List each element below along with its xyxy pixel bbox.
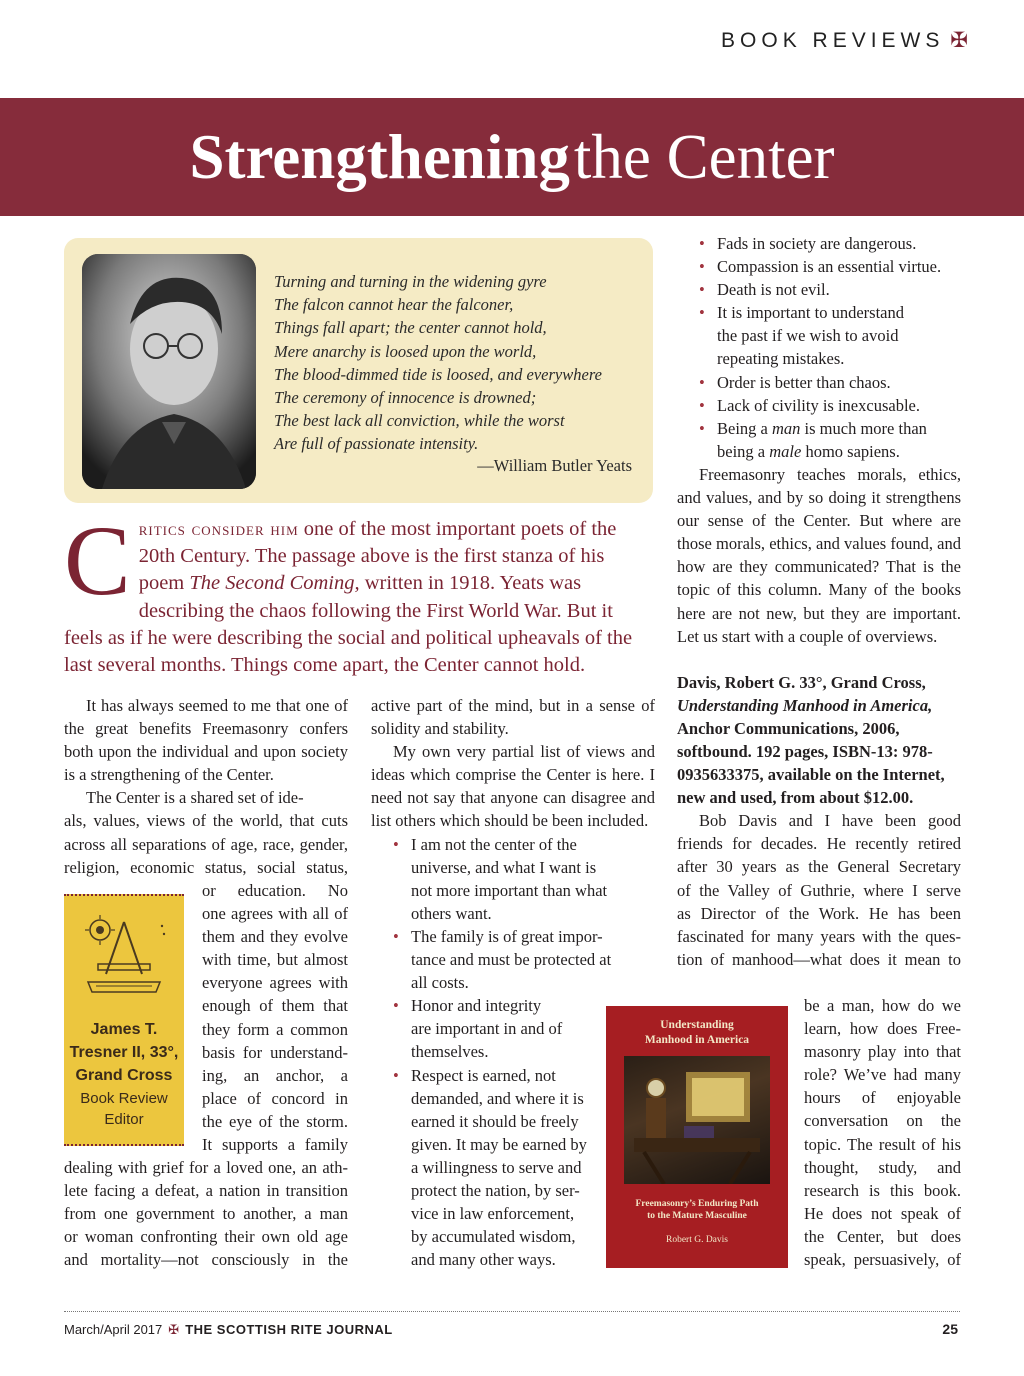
- list-line: others want.: [411, 903, 492, 923]
- citation-title: [677, 694, 961, 717]
- book-cover-title-line: Manhood in America: [644, 1034, 750, 1046]
- issue-date: March/April 2017: [64, 1322, 163, 1337]
- footer: [64, 1322, 393, 1338]
- poem-attribution: —William Butler Yeats: [477, 456, 632, 475]
- book-cover-illustration: [624, 1056, 770, 1184]
- paragraph-line: thought, study, and: [804, 1157, 961, 1177]
- paragraph-line: religion, economic status, social status,: [64, 857, 348, 877]
- paragraph-line: they form a common: [202, 1019, 348, 1039]
- book-cover-title-line: Understanding: [660, 1019, 734, 1031]
- paragraph-line: tion of manhood—what does it mean to: [677, 949, 961, 969]
- list-item: [677, 255, 961, 278]
- book-cover-subtitle-line: Freemasonry’s Enduring Path: [635, 1199, 759, 1209]
- editor-name-line: Tresner II, 33°,: [69, 1044, 179, 1061]
- editor-name-line: James T.: [90, 1021, 158, 1038]
- intro-text-2: written in 1918. Yeats was describing the chaos following the First World War. But it feels as if he were describing the social and political upheavals of the last several months. Things come apart, the Center cannot hold.: [64, 572, 633, 677]
- paragraph-line: speak, persuasively, of: [804, 1250, 961, 1270]
- poem-title: The Second Coming,: [189, 572, 360, 595]
- paragraph-line: conversation on the: [804, 1111, 961, 1131]
- poem-line: Are full of passionate intensity.: [274, 434, 479, 454]
- paragraph-line: from one government to another, a man: [64, 1204, 348, 1224]
- text-run: male: [769, 441, 802, 461]
- list-line: a willingness to serve and: [411, 1157, 582, 1177]
- list-line: tance and must be protected at: [411, 950, 612, 970]
- paragraph: Freemasonry teaches morals, ethics, and values, and by so doing it strengthens our sense of the Center. But where are those morals, ethics, and values found, and how are they communicated? That is the topic of this column. Many of the books here are not new, but they are important. Let us start with a couple of overviews.: [677, 464, 961, 646]
- list-line: universe, and what I want is: [411, 857, 597, 877]
- paragraph: It has always seemed to me that one of the great benefits Freemasonry confers both upon the individual and upon society is a strengthening of the Center.: [64, 696, 348, 785]
- list-line: • Death is not evil.: [717, 280, 830, 300]
- section-header: [721, 28, 968, 53]
- list-line: • Fads in society are dangerous.: [717, 234, 917, 253]
- paragraph-line: and mortality—not consciously in the: [64, 1250, 348, 1270]
- clock-room-icon: [624, 1056, 770, 1184]
- list-line: • Respect is earned, not: [411, 1065, 556, 1085]
- section-label: BOOK REVIEWS: [721, 29, 945, 52]
- list-line: themselves.: [411, 1042, 489, 1062]
- paragraph-line: as Director of the Work. He has been: [677, 903, 961, 923]
- poem-line: Things fall apart; the center cannot hold,: [274, 318, 547, 338]
- column-1-end: [64, 1156, 348, 1271]
- text-run: homo sapiens.: [801, 441, 900, 461]
- poem-line: The blood-dimmed tide is loosed, and everywhere: [274, 364, 602, 384]
- list-item: [677, 394, 961, 417]
- text-run: Being a: [717, 418, 772, 438]
- list-line: • I am not the center of the: [411, 834, 577, 854]
- paragraph-line: friends for decades. He recently retired: [677, 834, 961, 854]
- paragraph-line: the Center, but does: [804, 1226, 961, 1246]
- citation-line: new and used, from about $12.00.: [677, 788, 914, 808]
- portrait-photo: [82, 254, 256, 489]
- journal-name: THE SCOTTISH RITE JOURNAL: [185, 1322, 393, 1337]
- masonic-emblem-icon: [78, 912, 170, 1000]
- citation-line: Anchor Communications, 2006,: [677, 718, 900, 738]
- paragraph-line: The Center is a shared set of ide-: [86, 788, 304, 808]
- column-3-narrow: [804, 994, 961, 1271]
- column-3: [677, 232, 961, 971]
- paragraph-line: lete facing a defeat, a nation in transition: [64, 1181, 348, 1201]
- list-line: • Order is better than chaos.: [717, 372, 891, 392]
- footer-divider: [64, 1311, 960, 1312]
- page-number: 25: [942, 1321, 958, 1337]
- list-line: are important in and of: [411, 1019, 563, 1039]
- paragraph: active part of the mind, but in a sense of solidity and stability.: [371, 696, 655, 739]
- title-banner: [0, 98, 1024, 216]
- text-run: man: [772, 418, 801, 438]
- citation-line: 0935633375, available on the Internet,: [677, 765, 945, 785]
- column-1: [64, 694, 348, 879]
- list-line: and many other ways.: [411, 1250, 556, 1270]
- paragraph-line: the eye of the storm.: [202, 1111, 348, 1131]
- list-item: [677, 371, 961, 394]
- paragraph-line: basis for understand-: [202, 1042, 348, 1062]
- paragraph-line: Bob Davis and I have been good: [699, 811, 961, 831]
- paragraph-line: them and they evolve: [202, 927, 348, 947]
- list-item: [677, 301, 961, 370]
- paragraph-line: after 30 years as the General Secretary: [677, 857, 961, 877]
- citation-title-text: Understanding Manhood in America,: [677, 695, 933, 715]
- list-line: repeating mistakes.: [717, 349, 845, 369]
- editor-box: [64, 894, 184, 1146]
- portrait-icon: [82, 254, 256, 489]
- list-line: all costs.: [411, 973, 469, 993]
- drop-cap: C: [64, 505, 131, 616]
- bullet-list: [677, 232, 961, 463]
- editor-name: [64, 1018, 184, 1087]
- intro-smallcaps: ritics consider him: [138, 519, 299, 540]
- book-citation: [677, 671, 961, 810]
- list-line: given. It may be earned by: [411, 1134, 587, 1154]
- book-cover-image: [606, 1006, 788, 1268]
- paragraph: My own very partial list of views and ideas which comprise the Center is here. I need not say that anyone can disagree and list others which should be been included.: [371, 742, 655, 831]
- paragraph-line: enough of them that: [202, 996, 348, 1016]
- list-line: vice in law enforcement,: [411, 1204, 575, 1224]
- cross-icon: ✠: [950, 29, 968, 52]
- list-line: by accumulated wisdom,: [411, 1227, 576, 1247]
- poem-line: The best lack all conviction, while the worst: [274, 411, 565, 431]
- text-run: is much more than: [800, 418, 927, 438]
- list-item: [371, 925, 655, 994]
- title-rest: the Center: [573, 122, 835, 192]
- list-line: • Compassion is an essential virtue.: [717, 257, 942, 277]
- paragraph-line: masonry play into that: [804, 1042, 961, 1062]
- editor-role: [64, 1088, 184, 1130]
- paragraph-line: with time, but almost: [202, 950, 348, 970]
- poem-stanza: [274, 270, 634, 456]
- book-cover-subtitle-line: to the Mature Masculine: [647, 1211, 747, 1221]
- list-line: • Honor and integrity: [411, 996, 542, 1016]
- paragraph-line: dealing with grief for a loved one, an ath-: [64, 1158, 348, 1177]
- list-item: [371, 833, 655, 925]
- poem-line: Turning and turning in the widening gyre: [274, 272, 547, 291]
- spacer: [677, 648, 961, 671]
- list-line: demanded, and where it is: [411, 1088, 584, 1108]
- text-run: being a: [717, 441, 770, 461]
- editor-role-line: Editor: [104, 1111, 144, 1128]
- title-bold: Strengthening: [189, 122, 570, 192]
- paragraph-line: be a man, how do we: [804, 996, 961, 1015]
- list-line: • The family is of great impor-: [411, 926, 603, 946]
- list-line: earned it should be freely: [411, 1111, 579, 1131]
- list-line: protect the nation, by ser-: [411, 1180, 580, 1200]
- poem-line: Mere anarchy is loosed upon the world,: [274, 341, 537, 361]
- intro-text-1: one of the most important poets of the 20th Century. The passage above is the first stanza of his poem: [138, 518, 617, 595]
- intro-paragraph: [64, 505, 654, 679]
- list-line: [717, 417, 961, 440]
- paragraph-line: everyone agrees with: [202, 973, 348, 993]
- citation-line: Davis, Robert G. 33°, Grand Cross,: [677, 672, 926, 692]
- editor-name-line: Grand Cross: [75, 1067, 173, 1084]
- editor-role-line: Book Review: [80, 1090, 168, 1107]
- paragraph-line: research is this book.: [804, 1180, 961, 1200]
- paragraph-line: It supports a family: [202, 1135, 348, 1155]
- list-line: the past if we wish to avoid: [717, 326, 899, 346]
- paragraph-line: role? We’ve had many: [804, 1065, 961, 1085]
- paragraph-line: one agrees with all of: [202, 904, 348, 924]
- list-line: • Lack of civility is inexcusable.: [717, 395, 920, 415]
- paragraph-line: hours of enjoyable: [804, 1088, 961, 1108]
- list-item: [677, 232, 961, 255]
- book-cover-title: [606, 1018, 788, 1048]
- poem-line: The ceremony of innocence is drowned;: [274, 388, 537, 408]
- paragraph-line: fascinated for many years with the ques-: [677, 926, 961, 946]
- list-item: [677, 278, 961, 301]
- paragraph-line: als, values, views of the world, that cuts: [64, 811, 348, 831]
- paragraph-line: He does not speak of: [804, 1203, 961, 1223]
- poem-line: The falcon cannot hear the falconer,: [274, 295, 514, 315]
- cross-icon: ✠: [168, 1322, 180, 1337]
- paragraph-line: ing, an anchor, a: [202, 1065, 348, 1085]
- paragraph-line: place of concord in: [202, 1088, 348, 1108]
- book-cover-subtitle: [606, 1198, 788, 1222]
- paragraph-line: or woman confronting their own old age: [64, 1227, 348, 1247]
- paragraph-line: of the Valley of Guthrie, where I serve: [677, 880, 961, 900]
- column-1-narrow: [202, 879, 348, 1156]
- paragraph-line: learn, how does Free-: [804, 1019, 961, 1039]
- list-line: not more important than what: [411, 880, 608, 900]
- paragraph-line: topic. The result of his: [804, 1134, 961, 1154]
- paragraph-line: or education. No: [202, 881, 348, 900]
- citation-line: softbound. 192 pages, ISBN-13: 978-: [677, 741, 933, 761]
- paragraph-line: across all separations of age, race, gender,: [64, 834, 348, 854]
- list-item: [677, 417, 961, 463]
- list-line: • It is important to understand: [717, 303, 904, 323]
- book-cover-author: Robert G. Davis: [665, 1235, 728, 1245]
- list-line: [717, 440, 961, 463]
